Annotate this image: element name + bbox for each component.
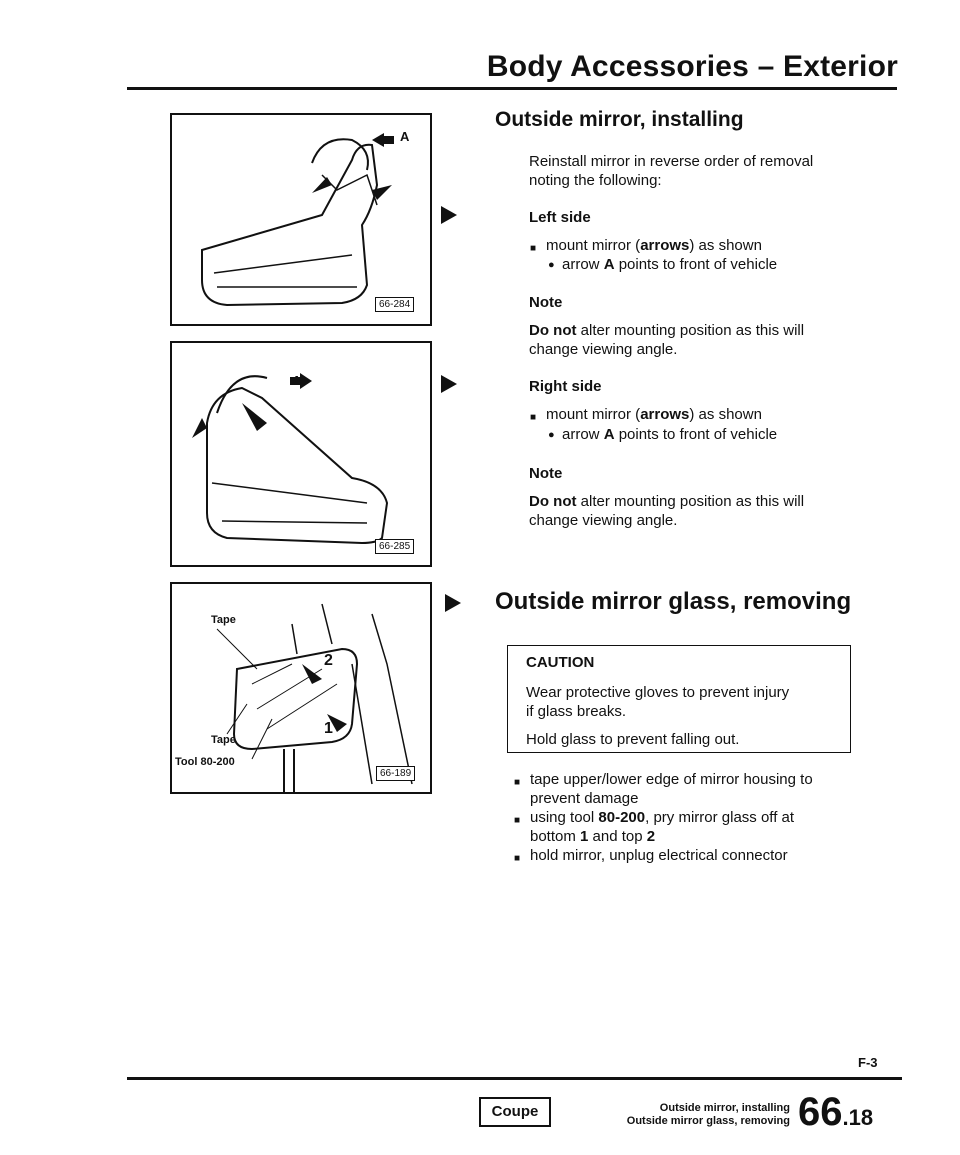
page-header-title: Body Accessories – Exterior — [486, 50, 898, 83]
figure1-tag: 66-284 — [375, 297, 414, 312]
section-title-installing: Outside mirror, installing — [495, 108, 744, 131]
left-side-subbullet: ● arrow A points to front of vehicle — [562, 255, 777, 274]
caution-line-2: if glass breaks. — [526, 703, 627, 720]
figure-left-mirror — [170, 113, 432, 326]
header-rule — [127, 87, 897, 90]
right-note-line-2: change viewing angle. — [529, 512, 678, 529]
caution-title: CAUTION — [526, 654, 595, 671]
left-note-line-1: Do not alter mounting position as this will — [529, 322, 805, 339]
caution-line-1: Wear protective gloves to prevent injury — [526, 684, 790, 701]
intro-line-1: Reinstall mirror in reverse order of removal — [529, 153, 814, 170]
right-side-subbullet: ● arrow A points to front of vehicle — [562, 425, 777, 444]
figure3-label-tool: Tool 80-200 — [175, 756, 235, 768]
figure3-label-1: 1 — [324, 720, 333, 737]
footer-code: F-3 — [858, 1055, 878, 1070]
glass-bullet-2-line-2: bottom 1 and top 2 — [530, 828, 656, 845]
right-note-heading: Note — [529, 465, 563, 482]
left-side-bullet: ■ mount mirror (arrows) as shown — [546, 236, 762, 255]
footer-toc-line-2: Outside mirror glass, removing — [626, 1115, 790, 1127]
footer-toc-line-1: Outside mirror, installing — [659, 1102, 790, 1114]
figure2-label-a: A — [292, 373, 302, 388]
left-side-heading: Left side — [529, 209, 591, 226]
glass-bullet-2: ■ using tool 80-200, pry mirror glass off at — [530, 808, 794, 827]
caution-box — [507, 645, 851, 753]
left-note-heading: Note — [529, 294, 563, 311]
left-mirror-illustration — [172, 115, 430, 324]
figure-right-mirror — [170, 341, 432, 567]
figure1-label-a: A — [400, 129, 410, 144]
glass-bullet-3: ■ hold mirror, unplug electrical connector — [530, 846, 788, 865]
page-number-sub: .18 — [842, 1105, 874, 1130]
pointer-arrow-left-side — [441, 206, 457, 224]
page-number — [798, 1090, 873, 1135]
figure3-label-2: 2 — [324, 652, 333, 669]
figure2-tag: 66-285 — [375, 539, 414, 554]
page-number-main: 66 — [798, 1090, 843, 1134]
left-note-line-2: change viewing angle. — [529, 341, 678, 358]
figure3-label-tape-bottom: Tape — [211, 734, 236, 746]
section-title-glass-removing: Outside mirror glass, removing — [495, 588, 852, 615]
right-side-heading: Right side — [529, 378, 602, 395]
right-note-line-1: Do not alter mounting position as this will — [529, 493, 805, 510]
pointer-arrow-glass — [445, 594, 461, 612]
right-side-bullet: ■ mount mirror (arrows) as shown — [546, 405, 762, 424]
glass-bullet-1-line-2: prevent damage — [530, 790, 639, 807]
figure-mirror-glass — [170, 582, 432, 794]
figure3-tag: 66-189 — [376, 766, 415, 781]
glass-bullet-1: ■ tape upper/lower edge of mirror housing to — [530, 770, 813, 789]
figure3-label-tape-top: Tape — [211, 614, 236, 626]
pointer-arrow-right-side — [441, 375, 457, 393]
caution-line-3: Hold glass to prevent falling out. — [526, 731, 740, 748]
intro-line-2: noting the following: — [529, 172, 662, 189]
coupe-badge: Coupe — [479, 1097, 551, 1127]
footer-rule — [127, 1077, 902, 1080]
